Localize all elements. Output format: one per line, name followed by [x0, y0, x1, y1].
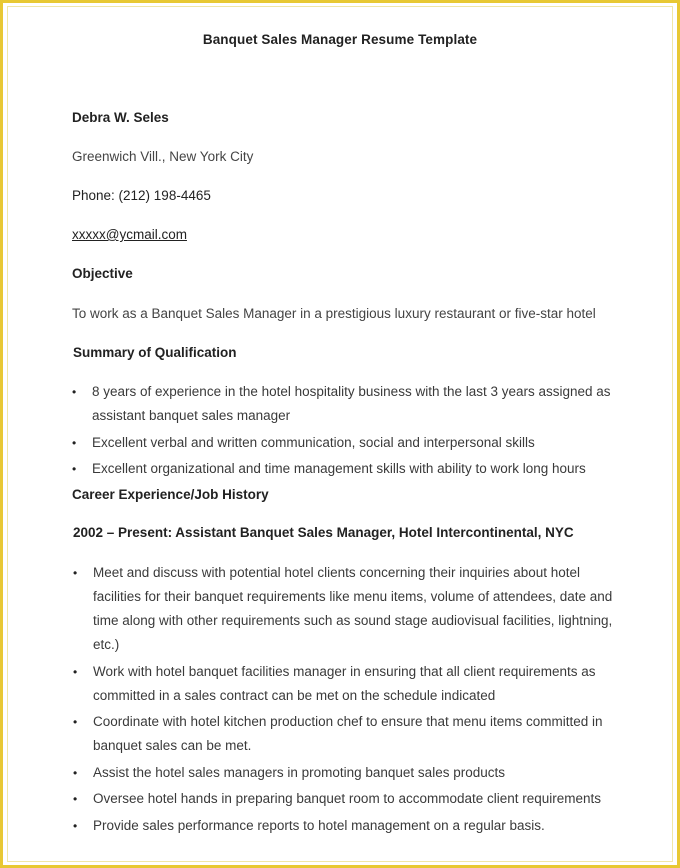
summary-item: • 8 years of experience in the hotel hospitality business with the last 3 years assigned as assistant banquet sales manager: [72, 380, 632, 428]
applicant-address: Greenwich Vill., New York City: [72, 149, 254, 164]
career-item: • Provide sales performance reports to hotel management on a regular basis.: [73, 814, 653, 838]
bullet-icon: •: [73, 766, 78, 780]
bullet-icon: •: [72, 385, 77, 399]
objective-text: To work as a Banquet Sales Manager in a prestigious luxury restaurant or five-star hotel: [72, 306, 596, 321]
applicant-email-link[interactable]: xxxxx@ycmail.com: [72, 227, 187, 242]
career-item: • Oversee hotel hands in preparing banquet room to accommodate client requirements: [73, 787, 653, 811]
bullet-icon: •: [72, 462, 77, 476]
summary-item: • Excellent organizational and time management skills with ability to work long hours: [72, 457, 652, 481]
career-item: • Assist the hotel sales managers in promoting banquet sales products: [73, 761, 653, 785]
bullet-icon: •: [73, 665, 78, 679]
applicant-name: Debra W. Seles: [72, 110, 169, 125]
career-item: • Coordinate with hotel kitchen production chef to ensure that menu items committed in banquet sales can be met.: [73, 710, 643, 758]
summary-item: • Excellent verbal and written communication, social and interpersonal skills: [72, 431, 652, 455]
bullet-icon: •: [72, 436, 77, 450]
career-item: • Work with hotel banquet facilities manager in ensuring that all client requirements as committed in a sales contract can be met on the schedule indicated: [73, 660, 633, 708]
bullet-icon: •: [73, 566, 78, 580]
bullet-icon: •: [73, 715, 78, 729]
applicant-phone: Phone: (212) 198-4465: [72, 188, 211, 203]
job-title: 2002 – Present: Assistant Banquet Sales Manager, Hotel Intercontinental, NYC: [73, 525, 574, 540]
objective-heading: Objective: [72, 266, 133, 281]
bullet-icon: •: [73, 792, 78, 806]
career-item: • Meet and discuss with potential hotel clients concerning their inquiries about hotel facilities for their banquet requirements like menu items, volume of attendees, date and time along with other requirements such as sound stage audiovisual facilities, lightning, etc.): [73, 561, 623, 657]
career-heading: Career Experience/Job History: [72, 487, 269, 502]
summary-heading: Summary of Qualification: [73, 345, 237, 360]
document-title: Banquet Sales Manager Resume Template: [202, 32, 478, 47]
bullet-icon: •: [73, 819, 78, 833]
